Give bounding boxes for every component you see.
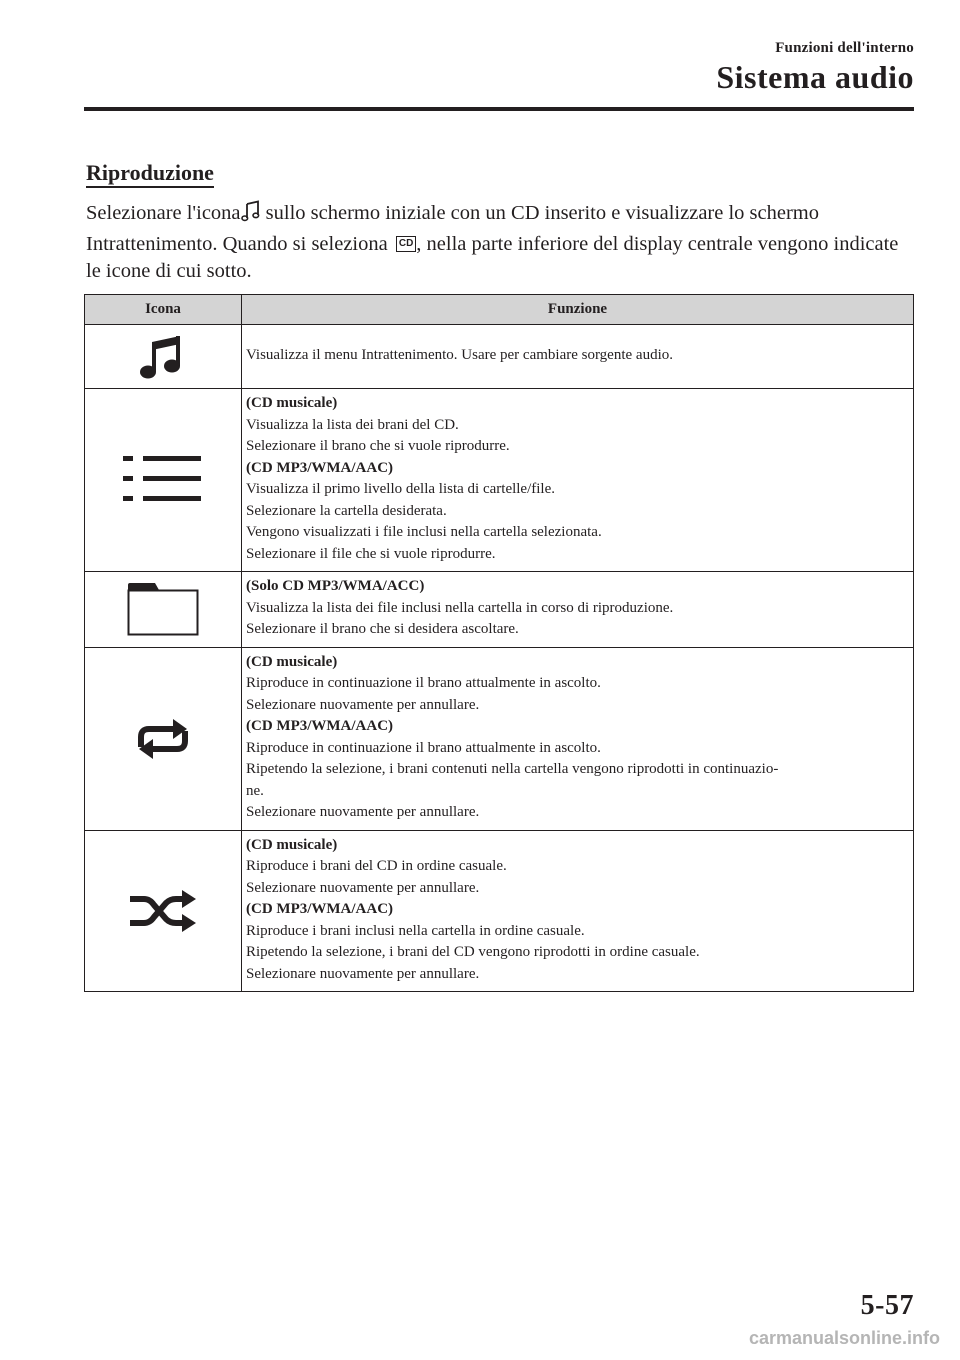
function-line: Selezionare il brano che si desidera ascoltare. (246, 621, 519, 637)
icon-cell (85, 389, 242, 572)
icon-cell (85, 572, 242, 648)
music-note-icon (85, 332, 241, 382)
function-line: Selezionare nuovamente per annullare. (246, 965, 480, 982)
icon-cell (85, 647, 242, 830)
repeat-icon (85, 717, 241, 761)
function-line: Selezionare nuovamente per annullare. (246, 879, 480, 896)
function-line: Visualizza il primo livello della lista di cartelle/file. (246, 481, 555, 497)
function-line: (CD musicale) (246, 653, 338, 670)
intro-part3: , nella parte inferiore del display centrale vengono indicate le icone di cui sotto. (86, 232, 899, 282)
function-line: Vengono visualizzati i file inclusi nella cartella selezionata. (246, 524, 602, 540)
music-note-icon (241, 200, 261, 231)
function-line: (CD musicale) (246, 836, 338, 853)
watermark: carmanualsonline.info (748, 1328, 940, 1348)
header-function-col: Funzione (242, 295, 914, 325)
function-cell (242, 647, 914, 830)
function-line: Visualizza la lista dei brani del CD. (246, 416, 459, 433)
page-header (716, 40, 914, 96)
table-row (85, 830, 914, 992)
function-line: Ripetendo la selezione, i brani contenuti nella cartella vengono riprodotti in continuazio- (246, 761, 779, 777)
function-line: Selezionare il file che si vuole riprodurre. (246, 545, 496, 562)
function-table (84, 294, 914, 992)
function-line: (CD MP3/WMA/AAC) (246, 459, 394, 476)
folder-icon (85, 582, 241, 636)
function-line: (CD musicale) (246, 395, 338, 411)
function-line: Ripetendo la selezione, i brani del CD vengono riprodotti in ordine casuale. (246, 944, 700, 960)
header-icon-col: Icona (85, 295, 242, 325)
function-line: Riproduce i brani del CD in ordine casuale. (246, 858, 507, 874)
cd-icon: CD (396, 236, 416, 252)
function-cell (242, 389, 914, 572)
table-row (85, 647, 914, 830)
function-line: Selezionare nuovamente per annullare. (246, 696, 480, 713)
function-line: (CD MP3/WMA/AAC) (246, 901, 394, 917)
function-line: ne. (246, 782, 264, 799)
table-header-row (85, 295, 914, 325)
intro-part2: sullo schermo iniziale con un CD inserito e visualizzare lo schermo Intrattenimento. Quando si seleziona (86, 202, 819, 255)
function-cell (242, 325, 914, 389)
page-number: 5-57 (860, 1290, 914, 1321)
icon-cell (85, 830, 242, 992)
shuffle-icon (85, 889, 241, 933)
section-title: Riproduzione (86, 160, 214, 188)
header-title: Sistema audio (716, 59, 914, 95)
intro-paragraph (86, 200, 916, 286)
table-row (85, 389, 914, 572)
list-icon (85, 456, 241, 504)
function-line: Selezionare nuovamente per annullare. (246, 804, 480, 820)
icon-cell (85, 325, 242, 389)
function-line: (CD MP3/WMA/AAC) (246, 718, 394, 734)
function-line: Visualizza la lista dei file inclusi nella cartella in corso di riproduzione. (246, 599, 674, 616)
table-row (85, 325, 914, 389)
function-line: Riproduce i brani inclusi nella cartella in ordine casuale. (246, 922, 585, 939)
intro-part1: Selezionare l'icona (86, 202, 241, 224)
header-section: Funzioni dell'interno (775, 40, 914, 56)
function-cell (242, 830, 914, 992)
function-line: Selezionare la cartella desiderata. (246, 502, 447, 519)
function-line: Riproduce in continuazione il brano attualmente in ascolto. (246, 675, 601, 691)
function-line: Visualizza il menu Intrattenimento. Usare per cambiare sorgente audio. (246, 346, 673, 363)
function-cell (242, 572, 914, 648)
function-line: (Solo CD MP3/WMA/ACC) (246, 578, 425, 594)
header-rule (84, 107, 914, 111)
function-line: Selezionare il brano che si vuole riprodurre. (246, 438, 510, 454)
function-line: Riproduce in continuazione il brano attualmente in ascolto. (246, 739, 601, 756)
table-row (85, 572, 914, 648)
